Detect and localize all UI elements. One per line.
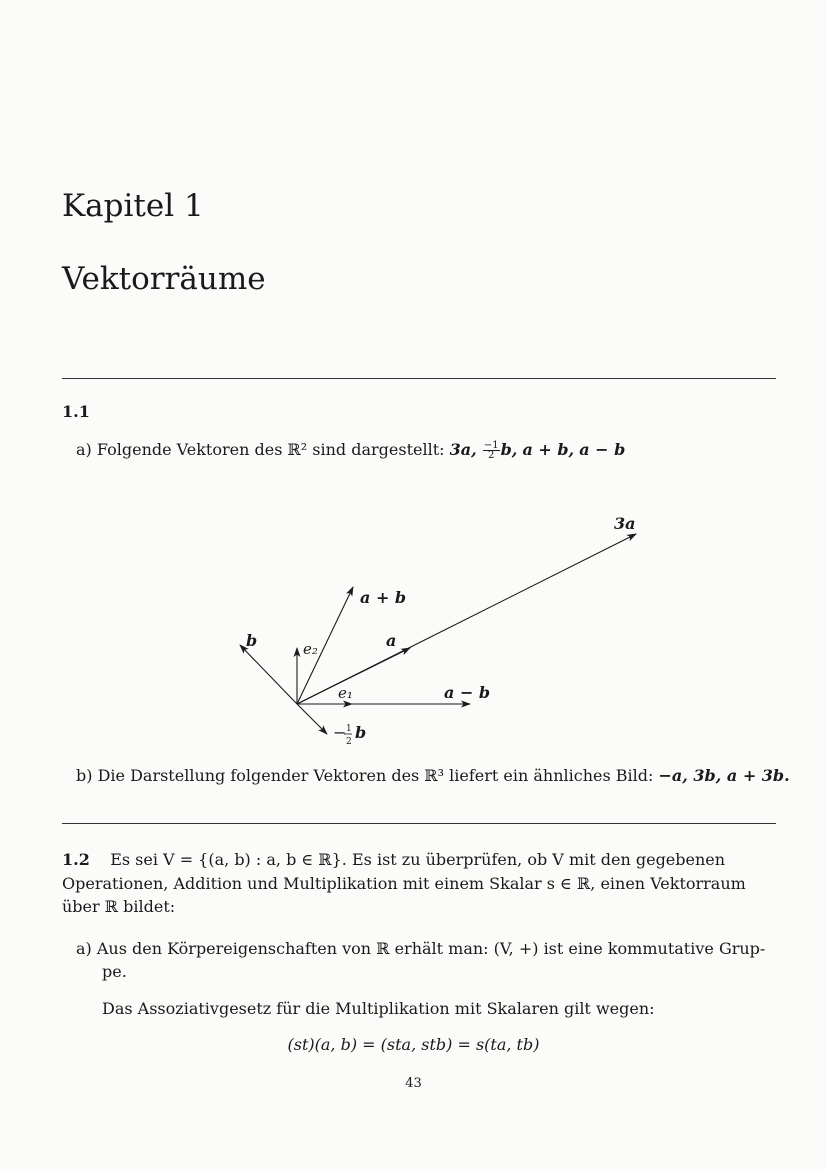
formula-associativity: (st)(a, b) = (sta, stb) = s(ta, tb) (287, 1035, 540, 1054)
label-half-num: 1 (346, 724, 352, 734)
vector-a-minus-b: a − b (579, 440, 626, 459)
item-1-1-b (76, 765, 790, 787)
chapter-title: Vektorräume (62, 261, 266, 297)
label-e1: e₁ (338, 684, 353, 702)
label-half-den: 2 (346, 737, 352, 747)
item-text: Aus den Körpereigenschaften von ℝ erhält man: (V, +) ist eine kommutative Grup- (96, 939, 766, 958)
divider-middle (62, 823, 776, 824)
arrow-b (240, 645, 297, 704)
intro-line1: Es sei V = {(a, b) : a, b ∈ ℝ}. Es ist zu überprüfen, ob V mit den gegebenen (110, 850, 726, 869)
item-label: a) (76, 440, 92, 459)
item-label: a) (76, 939, 92, 958)
section-number-1-1: 1.1 (62, 402, 90, 421)
label-a-minus-b: a − b (444, 683, 491, 702)
section-1-2-line2: Operationen, Addition und Multiplikation mit einem Skalar s ∈ ℝ, einen Vektorraum (62, 874, 746, 893)
vectors-list: −a, 3b, a + 3b. (658, 766, 790, 785)
section-1-2-line1 (62, 849, 776, 871)
section-number-1-2: 1.2 (62, 850, 90, 869)
page-number: 43 (405, 1076, 422, 1091)
label-minus-sign: − (333, 723, 347, 742)
arrow-minus-half-b (297, 704, 327, 734)
item-1-2-a-line2: pe. (102, 962, 127, 981)
item-1-2-a-line3: Das Assoziativgesetz für die Multiplikation mit Skalaren gilt wegen: (102, 999, 655, 1018)
vector-b: b, (500, 440, 518, 459)
vector-3a: 3a, (449, 440, 477, 459)
fraction-neg-half: $\frac{-1}{2}$ (483, 440, 499, 461)
label-3a: 3a (614, 514, 636, 533)
label-half-b: b (355, 723, 367, 742)
label-e2: e₂ (303, 640, 318, 658)
item-label: b) (76, 766, 93, 785)
chapter-number: Kapitel 1 (62, 188, 204, 224)
item-1-2-a-line1 (76, 938, 765, 960)
label-a-plus-b: a + b (360, 588, 407, 607)
vector-a-plus-b: a + b, (522, 440, 575, 459)
label-b: b (246, 631, 258, 650)
item-text: Folgende Vektoren des ℝ² sind dargestellt: (96, 440, 445, 459)
item-text: Die Darstellung folgender Vektoren des ℝ³ liefert ein ähnliches Bild: (97, 766, 654, 785)
section-1-2-line3: über ℝ bildet: (62, 897, 176, 916)
label-a: a (386, 631, 397, 650)
